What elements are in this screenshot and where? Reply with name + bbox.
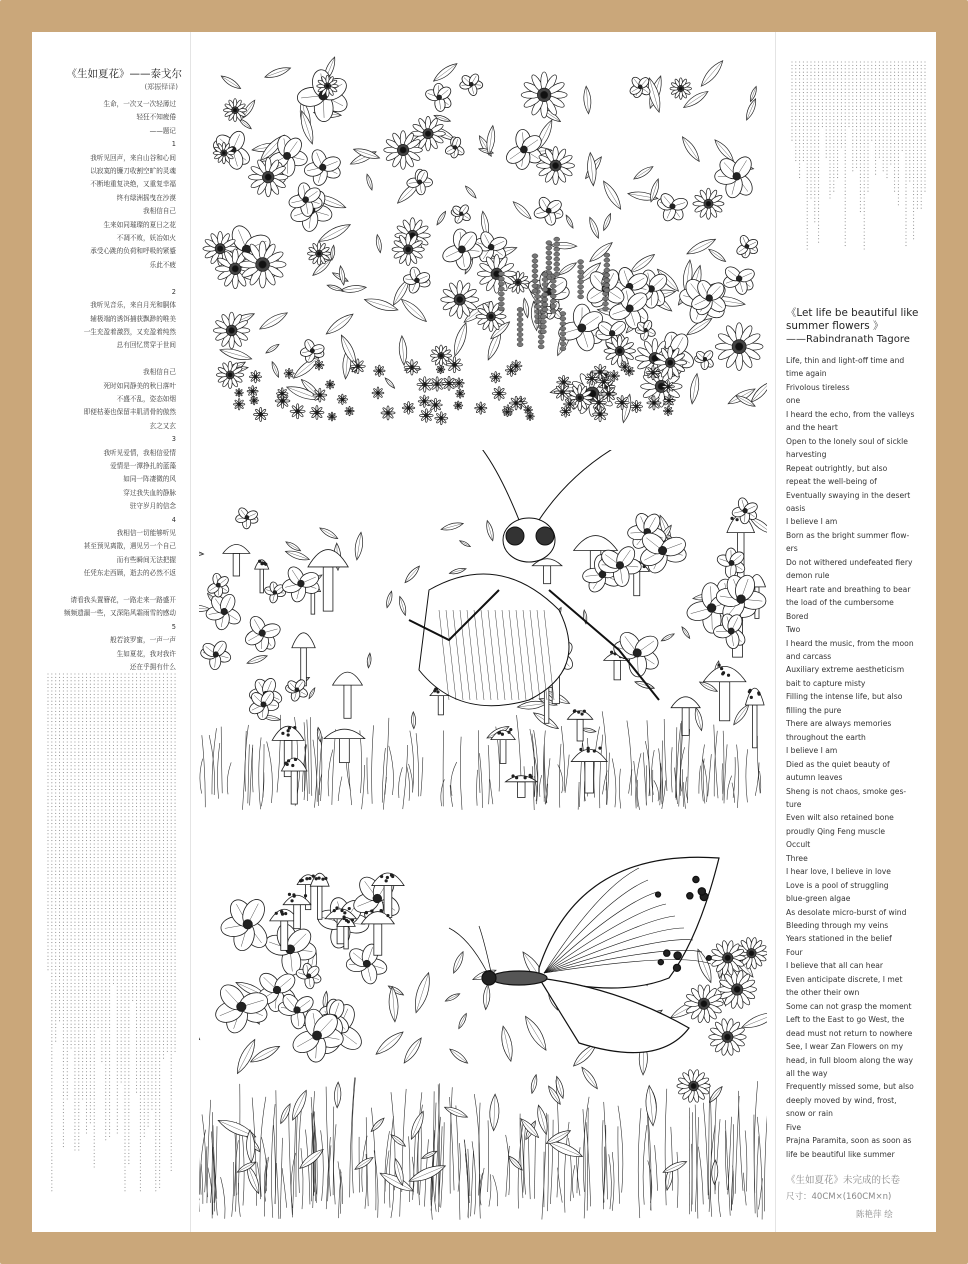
english-poem-line: one (786, 396, 801, 406)
dotted-text-pattern-left (46, 672, 178, 1212)
chinese-poem-translator: (郑振铎译) (144, 83, 178, 91)
chinese-poem-line: 总有回忆贯穿于世间 (116, 341, 176, 350)
english-poem-line: Two (786, 625, 801, 635)
chinese-poem-line: 即便枯萎也保留丰肌清骨的傲然 (83, 408, 176, 417)
mantis-mushroom-drawing (199, 450, 767, 820)
english-poem-title: 《Let life be beautiful like summer flowers 》 (786, 307, 919, 332)
english-poem-line: See, I wear Zan Flowers on my (786, 1042, 904, 1052)
chinese-poem-line (40, 581, 176, 594)
english-poem-line: harvesting (786, 450, 827, 460)
chinese-poem-line: 不盛不乱，姿态如烟 (116, 394, 176, 403)
chinese-poem-line: 终有绿洲摇曳在沙漠 (116, 193, 176, 202)
english-poem-line: the other their own (786, 988, 860, 998)
english-poem-line: all the way (786, 1069, 828, 1079)
english-poem-line: Bored (786, 611, 809, 621)
english-poem-line: life be beautiful like summer (786, 1149, 895, 1159)
chinese-poem-line: 频频遗漏一些，又深陷风霜雨雪的感动 (63, 609, 176, 618)
chinese-poem-line: 爱情是一潭挣扎的蓝藻 (110, 461, 176, 470)
english-poem-line: oasis (786, 503, 806, 513)
english-poem-lines (786, 354, 936, 1161)
english-poem-line: throughout the earth (786, 732, 866, 742)
english-poem-line: demon rule (786, 571, 830, 581)
chinese-poem-line: 生如夏花，我对我许 (116, 649, 176, 658)
english-poem-line: and carcass (786, 651, 832, 661)
english-poem-line: I believe I am (786, 517, 838, 527)
english-poem-line: Love is a pool of struggling (786, 880, 889, 890)
chinese-poem-line: 以寂寞的镰刀收割空旷的灵魂 (90, 167, 176, 176)
chinese-poem-line: 我听见音乐，来自月光和胴体 (90, 301, 176, 310)
english-poem-line: Four (786, 947, 803, 957)
chinese-poem-line: 请看我头置簪花，一路走来一路盛开 (70, 596, 176, 605)
english-poem-line: repeat the well-being of (786, 477, 877, 487)
chinese-poem-line: 穿过我失血的静脉 (123, 488, 176, 497)
english-poem-column (775, 32, 936, 1232)
artwork-mat (32, 32, 936, 1232)
chinese-poem-line: 4 (171, 515, 176, 524)
english-poem-line: Even anticipate discrete, I met (786, 974, 903, 984)
english-poem-line: Life, thin and light-off time and (786, 356, 905, 365)
chinese-poem-line: 任凭东走西顾，逝去的必然不返 (83, 569, 176, 578)
chinese-poem-line: 不凋不败，妖冶如火 (116, 234, 176, 243)
artwork-caption-artist: 陈艳萍 绘 (856, 1210, 893, 1220)
english-poem-line: Some can not grasp the moment (786, 1001, 912, 1011)
english-poem-line: I heard the echo, from the valleys (786, 409, 915, 419)
chinese-poem-line: 1 (171, 140, 176, 149)
chinese-poem-line: 我听见回声，来自山谷和心间 (90, 153, 176, 162)
chinese-poem-line: 而有些瞬间无法把握 (116, 555, 176, 564)
english-poem-line: Sheng is not chaos, smoke ges- (786, 786, 907, 796)
chinese-poem-lines (40, 98, 176, 674)
english-poem-line: bait to capture misty (786, 678, 866, 688)
chinese-poem-line: 生来如同璀璨的夏日之花 (103, 220, 176, 229)
chinese-poem-line (40, 272, 176, 285)
english-poem-line: Frivolous tireless (786, 382, 850, 392)
chinese-poem-line (40, 353, 176, 366)
english-poem-line: dead must not return to nowhere (786, 1028, 913, 1038)
chinese-poem-column (32, 32, 191, 1232)
chinese-poem-line: 轻狂不知疲倦 (136, 113, 176, 122)
english-poem-line: Occult (786, 840, 811, 850)
chinese-poem-line: 2 (171, 287, 176, 296)
chinese-poem-line: 一生充盈着激烈，又充盈着纯然 (83, 327, 176, 336)
english-poem-line: blue-green algae (786, 894, 851, 904)
english-poem-line: and the heart (786, 423, 838, 433)
english-poem-line: Left to the East to go West, the (786, 1015, 905, 1025)
english-poem-line: Five (786, 1122, 802, 1132)
english-poem-line: Eventually swaying in the desert (786, 490, 911, 500)
chinese-poem-line: 生命，一次又一次轻薄过 (103, 100, 176, 108)
english-poem-line: deeply moved by wind, frost, (786, 1095, 897, 1105)
english-poem-line: I believe that all can hear (786, 961, 884, 971)
english-poem-line: Frequently missed some, but also (786, 1082, 914, 1092)
english-poem-line: Even wilt also retained bone (786, 813, 894, 823)
english-poem-line: Three (786, 853, 808, 863)
chinese-poem-line: 玄之又玄 (149, 421, 176, 430)
chinese-poem-line: 5 (171, 622, 176, 631)
chinese-poem-line: 我听见爱情，我相信爱情 (103, 448, 176, 457)
english-poem-line: Years stationed in the belief (786, 934, 892, 944)
illustration-column (191, 32, 775, 1232)
chinese-poem-line: 辅极端的诱饵捕获飘渺的唯美 (90, 314, 176, 323)
english-poem-line: the load of the cumbersome (786, 598, 894, 608)
english-poem-line: I believe I am (786, 746, 838, 756)
english-poem-author: ——Rabindranath Tagore (786, 334, 910, 345)
english-poem-line: Open to the lonely soul of sickle (786, 436, 908, 446)
english-poem-line: Born as the bright summer flow- (786, 530, 910, 540)
english-poem-line: I hear love, I believe in love (786, 867, 891, 877)
chinese-poem-line: 如同一阵凄微的风 (123, 475, 176, 484)
artwork-caption-title: 《生如夏花》未完成的长卷 (786, 1175, 901, 1186)
english-poem-line: time again (786, 369, 827, 379)
dotted-text-pattern-right (790, 60, 930, 260)
butterfly-meadow-drawing (199, 828, 767, 1220)
english-poem-line: ture (786, 799, 802, 809)
english-poem-line: Do not withered undefeated fiery (786, 557, 913, 567)
english-poem-line: Auxiliary extreme aestheticism (786, 665, 905, 675)
english-poem-line: Repeat outrightly, but also (786, 463, 888, 473)
chinese-poem-line: 3 (171, 435, 176, 444)
english-poem-line: ers (786, 544, 798, 554)
english-poem-line: head, in full bloom along the way (786, 1055, 913, 1065)
english-poem-line: I heard the music, from the moon (786, 638, 914, 648)
chinese-poem-line: 不断地重复决绝，又重复幸福 (90, 180, 176, 189)
english-poem-line: Died as the quiet beauty of (786, 759, 890, 769)
chinese-poem-line: ——题记 (149, 126, 176, 135)
english-poem-line: snow or rain (786, 1109, 833, 1119)
english-poem-line: As desolate micro-burst of wind (786, 907, 907, 917)
chinese-poem-title: 《生如夏花》——泰戈尔 (66, 68, 182, 80)
english-poem-line: Filling the intense life, but also (786, 692, 903, 702)
chinese-poem-line: 驻守岁月的信念 (129, 502, 176, 511)
flower-garden-drawing (199, 44, 767, 430)
artwork-caption-size: 尺寸：40CM×(160CM×n) (786, 1192, 892, 1202)
chinese-poem-line: 我相信自己 (143, 368, 176, 377)
english-poem-line: proudly Qing Feng muscle (786, 826, 886, 836)
english-poem-line: Bleeding through my veins (786, 921, 889, 931)
english-poem-line: autumn leaves (786, 773, 843, 783)
english-poem-line: There are always memories (786, 719, 892, 729)
chinese-poem-line: 承受心跳的负荷和呼吸的紧蹙 (90, 247, 176, 256)
english-poem-line: Heart rate and breathing to bear (786, 584, 911, 594)
chinese-poem-line: 甚至预见离散，遇见另一个自己 (83, 542, 176, 551)
chinese-poem-line: 我相信一切能够听见 (116, 529, 176, 537)
english-poem-line: filling the pure (786, 705, 842, 715)
chinese-poem-line: 死时如同静美的秋日落叶 (103, 381, 176, 390)
english-poem-line: Prajna Paramita, soon as soon as (786, 1136, 912, 1146)
chinese-poem-line: 我相信自己 (143, 207, 176, 216)
chinese-poem-line: 乐此不疲 (149, 260, 176, 269)
chinese-poem-line: 还在乎拥有什么 (129, 663, 176, 672)
chinese-poem-line: 般若波罗蜜，一声一声 (110, 636, 176, 645)
